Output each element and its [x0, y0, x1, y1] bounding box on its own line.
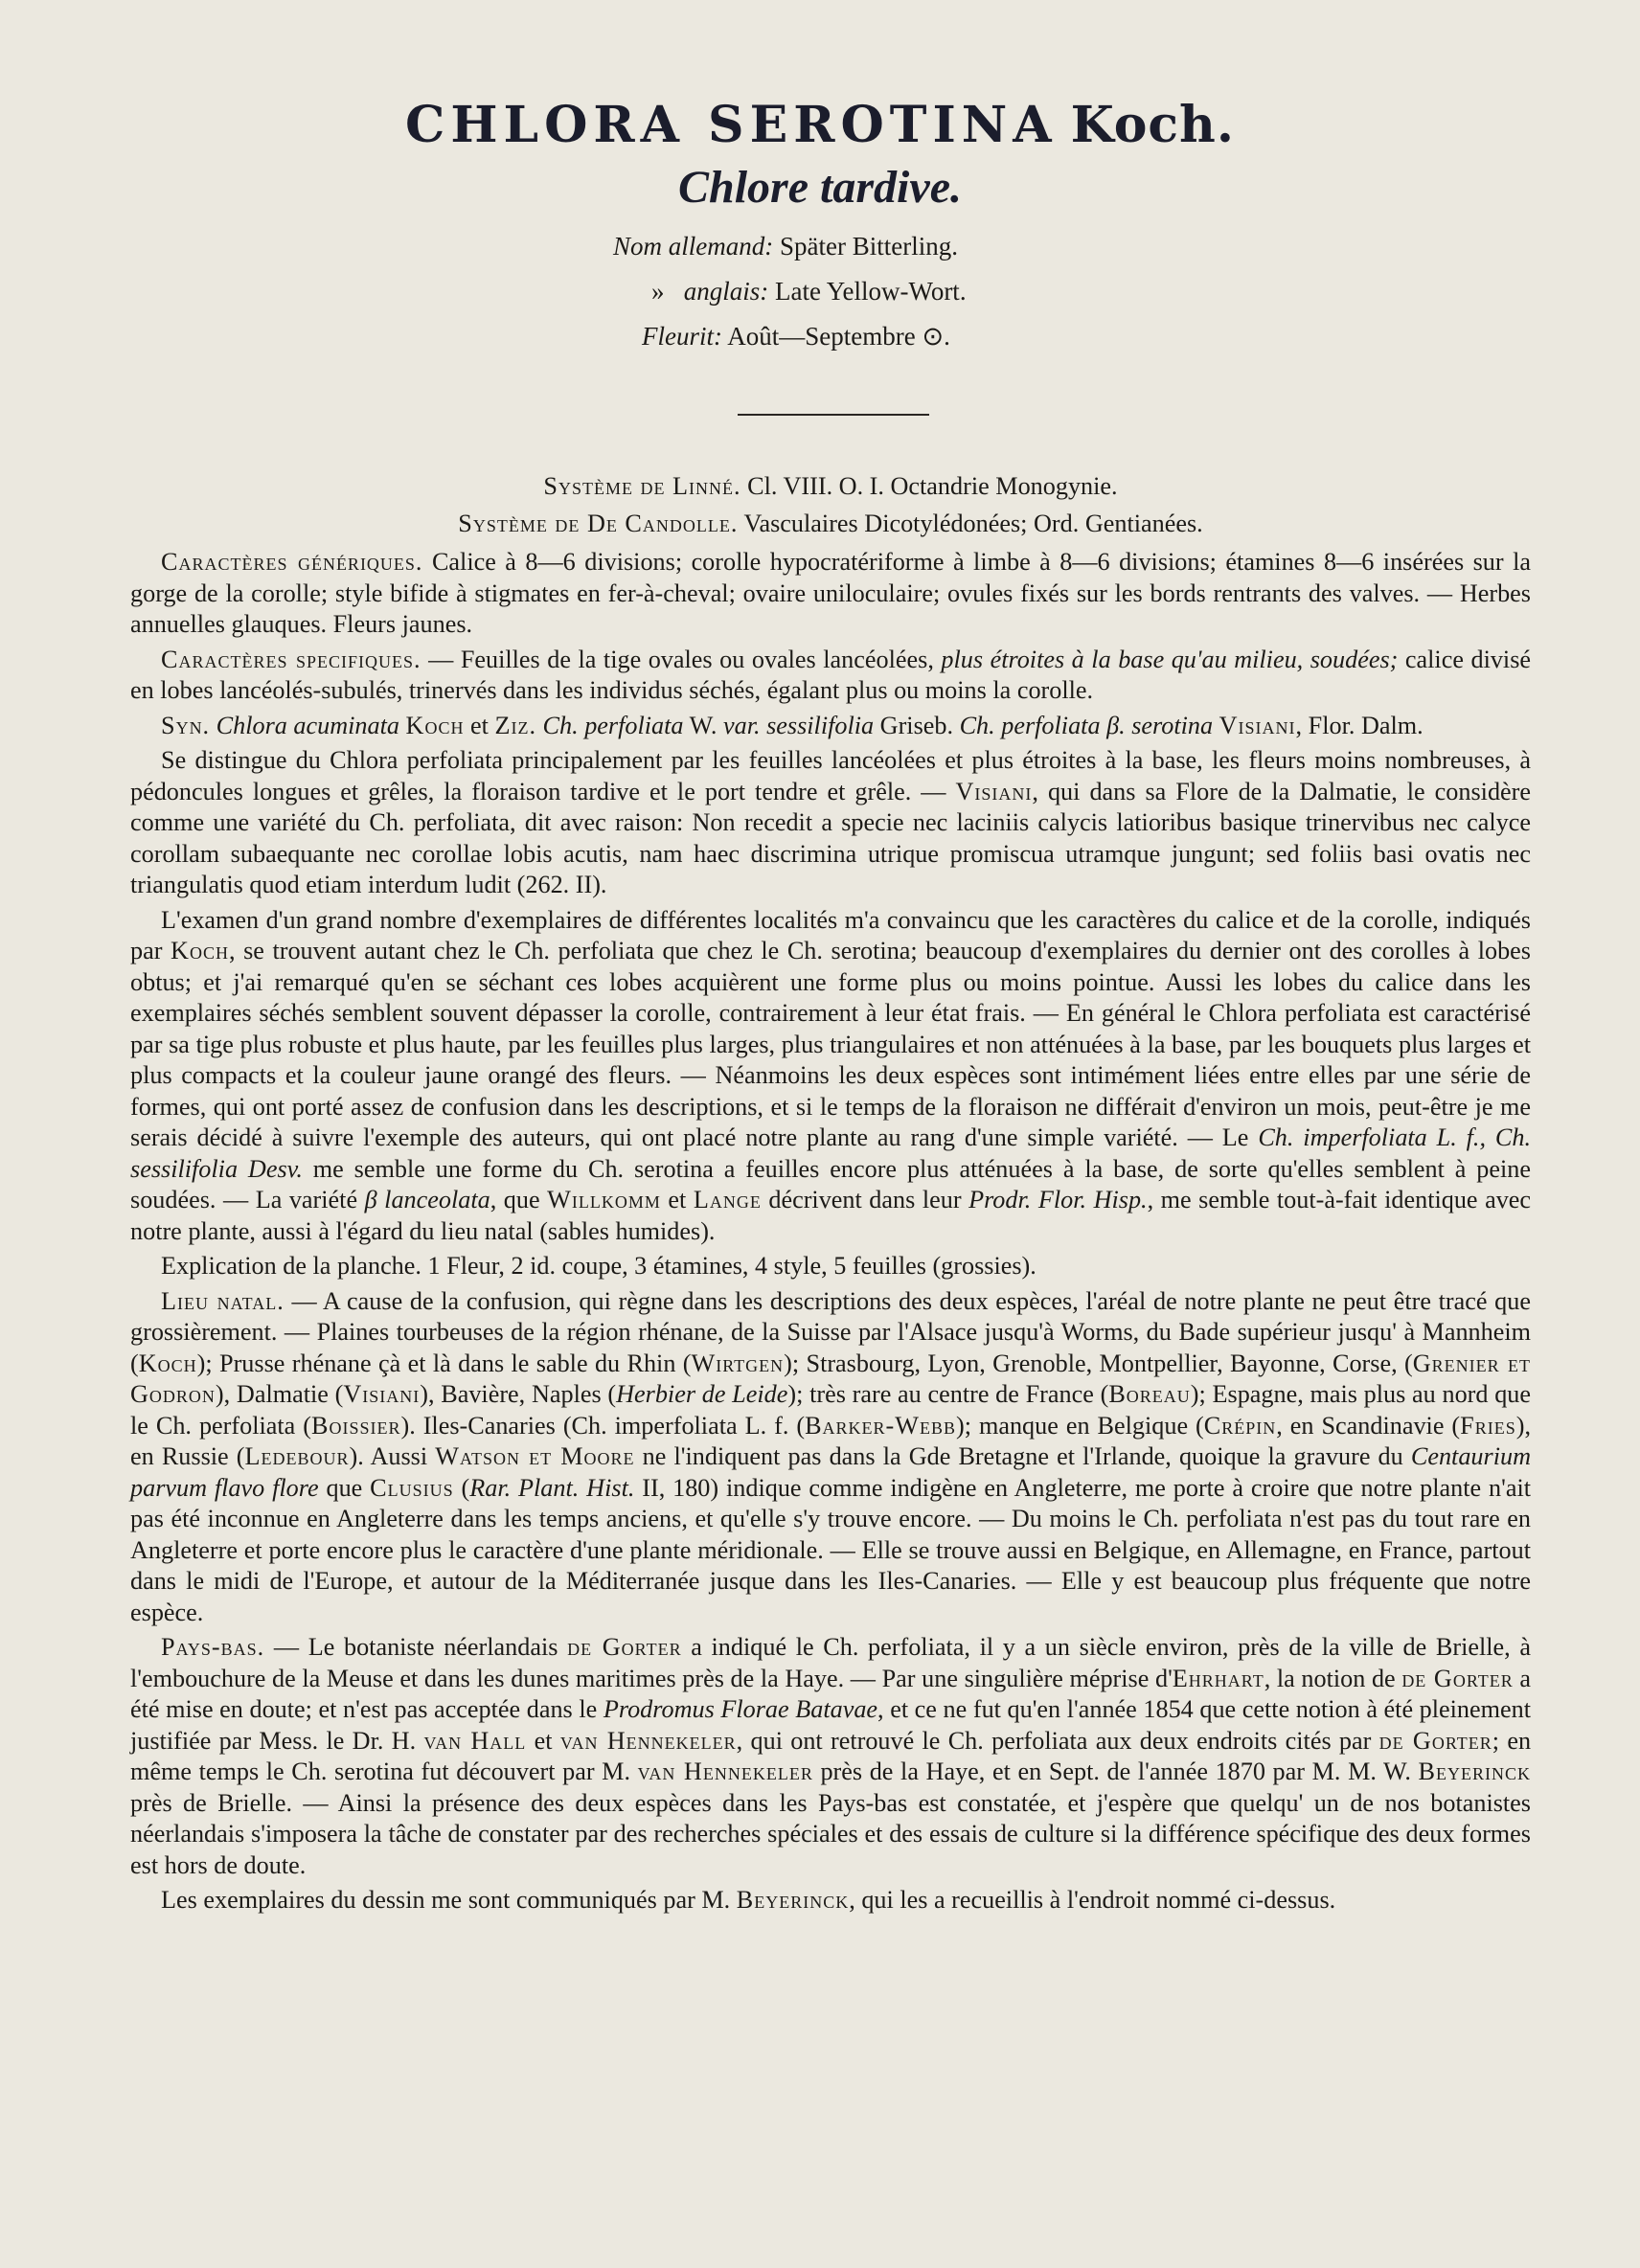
- german-label: Nom allemand:: [613, 232, 774, 261]
- ditto-mark: »: [651, 277, 665, 306]
- examen-paragraph: L'examen d'un grand nombre d'exemplaires de différentes localités m'a convaincu que les caractères du calice et de la corolle, indiqués par Koch, se trouvent autant chez le Ch. perfoliata que chez le Ch. serotina; beaucoup d'exemplaires du dernier ont des corolles à lobes obtus; et j'ai remarqué qu'en se séchant ces lobes acquièrent une forme plus ou moins pointue. Aussi les lobes du calice dans les exemplaires séchés semblent souvent dépasser la corolle, contrairement à leur état frais. — En général le Chlora perfoliata est caractérisé par sa tige plus robuste et plus haute, par les feuilles plus larges, plus triangulaires et non atténuées à la base, par les bouquets plus larges et plus compacts et la couleur jaune orangé des fleurs. — Néanmoins les deux espèces sont intimément liées entre elles par une série de formes, qui ont porté assez de confusion dans les descriptions, et si le temps de la floraison ne différait d'environ un mois, peut-être je me serais décidé à suivre l'exemple des auteurs, qui ont placé notre plante au rang d'une simple variété. — Le Ch. imperfoliata L. f., Ch. sessilifolia Desv. me semble une forme du Ch. serotina a feuilles encore plus atténuées à la base, de sorte qu'elles semblent à peine soudées. — La variété β lanceolata, que Willkomm et Lange décrivent dans leur Prodr. Flor. Hisp., me semble tout-à-fait identique avec notre plante, aussi à l'égard du lieu natal (sables humides).: [130, 905, 1532, 1245]
- synonyms: Syn. Chlora acuminata Koch et Ziz. Ch. perfoliata W. var. sessilifolia Griseb. Ch. perfoliata β. serotina Visiani, Flor. Dalm.: [161, 711, 1424, 739]
- german-name-row: [613, 224, 967, 269]
- specific-characters: Caractères specifiques. — Feuilles de la tige ovales ou ovales lancéolées, plus étroites à la base qu'au milieu, soudées; calice divisé en lobes lancéolés-subulés, trinervés dans les individus séchés, égalant plus ou moins la corolle.: [130, 645, 1532, 704]
- german-value: Später Bitterling.: [779, 232, 958, 261]
- divider-rule: [738, 414, 929, 416]
- candolle-system: Système de De Candolle. Vasculaires Dicotylédonées; Ord. Gentianées.: [458, 509, 1203, 537]
- body-text: [130, 471, 1531, 1920]
- closing-paragraph: Les exemplaires du dessin me sont communiqués par M. Beyerinck, qui les a recueillis à l'endroit nommé ci-dessus.: [161, 1886, 1336, 1914]
- french-name: Chlore tardive.: [678, 162, 962, 213]
- generic-characters: Caractères génériques. Calice à 8—6 divisions; corolle hypocratériforme à limbe à 8—6 divisions; étamines 8—6 insérées sur la gorge de la corolle; style bifide à stigmates en fer-à-cheval; ovaire uniloculaire; ovules fixés sur les bords rentrants des valves. — Herbes annuelles glauques. Fleurs jaunes.: [130, 548, 1531, 638]
- common-names: [613, 224, 967, 359]
- species-name: CHLORA SEROTINA: [405, 96, 1058, 154]
- species-title: [0, 92, 1640, 159]
- english-name-row: [613, 269, 967, 314]
- english-label: anglais:: [683, 277, 769, 306]
- distinction-paragraph: Se distingue du Chlora perfoliata principalement par les feuilles lancéolées et plus étroites à la base, les fleurs moins nombreuses, à pédoncules longues et grêles, la floraison tardive et le port tendre et grêle. — Visiani, qui dans sa Flore de la Dalmatie, le considère comme une variété du Ch. perfoliata, dit avec raison: Non recedit a specie nec laciniis calycis latioribus basique trinervibus nec calyce corollam subaequante nec corollae lobis acutis, nam haec discrimina utrique promiscua utramque jungunt; sed foliis basi ovatis nec triangulatis quod etiam interdum ludit (262. II).: [130, 746, 1531, 898]
- netherlands-paragraph: Pays-bas. — Le botaniste néerlandais de Gorter a indiqué le Ch. perfoliata, il y a un siècle environ, près de la ville de Brielle, à l'embouchure de la Meuse et dans les dunes maritimes près de la Haye. — Par une singulière méprise d'Ehrhart, la notion de de Gorter a été mise en doute; et n'est pas acceptée dans le Prodromus Florae Batavae, et ce ne fut qu'en l'année 1854 que cette notion à été pleinement justifiée par Mess. le Dr. H. van Hall et van Hennekeler, qui ont retrouvé le Ch. perfoliata aux deux endroits cités par de Gorter; en même temps le Ch. serotina fut découvert par M. van Hennekeler près de la Haye, et en Sept. de l'année 1870 par M. M. W. Beyerinck près de Brielle. — Ainsi la présence des deux espèces dans les Pays-bas est constatée, et j'espère que quelqu' un de nos botanistes néerlandais s'imposera la tâche de constater par des recherches spéciales et des essais de culture si la différence spécifique des deux formes est hors de doute.: [130, 1633, 1532, 1879]
- english-value: Late Yellow-Wort.: [775, 277, 967, 306]
- flowering-row: [613, 314, 967, 359]
- species-author: Koch.: [1070, 96, 1235, 154]
- plate-explanation: Explication de la planche. 1 Fleur, 2 id. coupe, 3 étamines, 4 style, 5 feuilles (grossies).: [161, 1252, 1036, 1280]
- header: [0, 92, 1640, 216]
- native-range-paragraph: Lieu natal. — A cause de la confusion, qui règne dans les descriptions des deux espèces, l'aréal de notre plante ne peut être tracé que grossièrement. — Plaines tourbeuses de la région rhénane, de la Suisse par l'Alsace jusqu'à Worms, du Bade supérieur jusqu' à Mannheim (Koch); Prusse rhénane çà et là dans le sable du Rhin (Wirtgen); Strasbourg, Lyon, Grenoble, Montpellier, Bayonne, Corse, (Grenier et Godron), Dalmatie (Visiani), Bavière, Naples (Herbier de Leide); très rare au centre de France (Boreau); Espagne, mais plus au nord que le Ch. perfoliata (Boissier). Iles-Canaries (Ch. imperfoliata L. f. (Barker-Webb); manque en Belgique (Crépin, en Scandinavie (Fries), en Russie (Ledebour). Aussi Watson et Moore ne l'indiquent pas dans la Gde Bretagne et l'Irlande, quoique la gravure du Centaurium parvum flavo flore que Clusius (Rar. Plant. Hist. II, 180) indique comme indigène en Angleterre, me porte à croire que notre plante n'ait pas été inconnue en Angleterre dans les temps anciens, et qu'elle s'y trouve encore. — Du moins le Ch. perfoliata n'est pas du tout rare en Angleterre et porte encore plus le caractère d'une plante méridionale. — Elle se trouve aussi en Belgique, en Allemagne, en France, partout dans le midi de l'Europe, et autour de la Méditerranée jusque dans les Iles-Canaries. — Elle y est beaucoup plus fréquente que notre espèce.: [130, 1286, 1532, 1626]
- flowering-label: Fleurit:: [642, 322, 722, 351]
- flowering-value: Août—Septembre ⊙.: [727, 322, 950, 351]
- linne-system: Système de Linné. Cl. VIII. O. I. Octandrie Monogynie.: [543, 472, 1118, 500]
